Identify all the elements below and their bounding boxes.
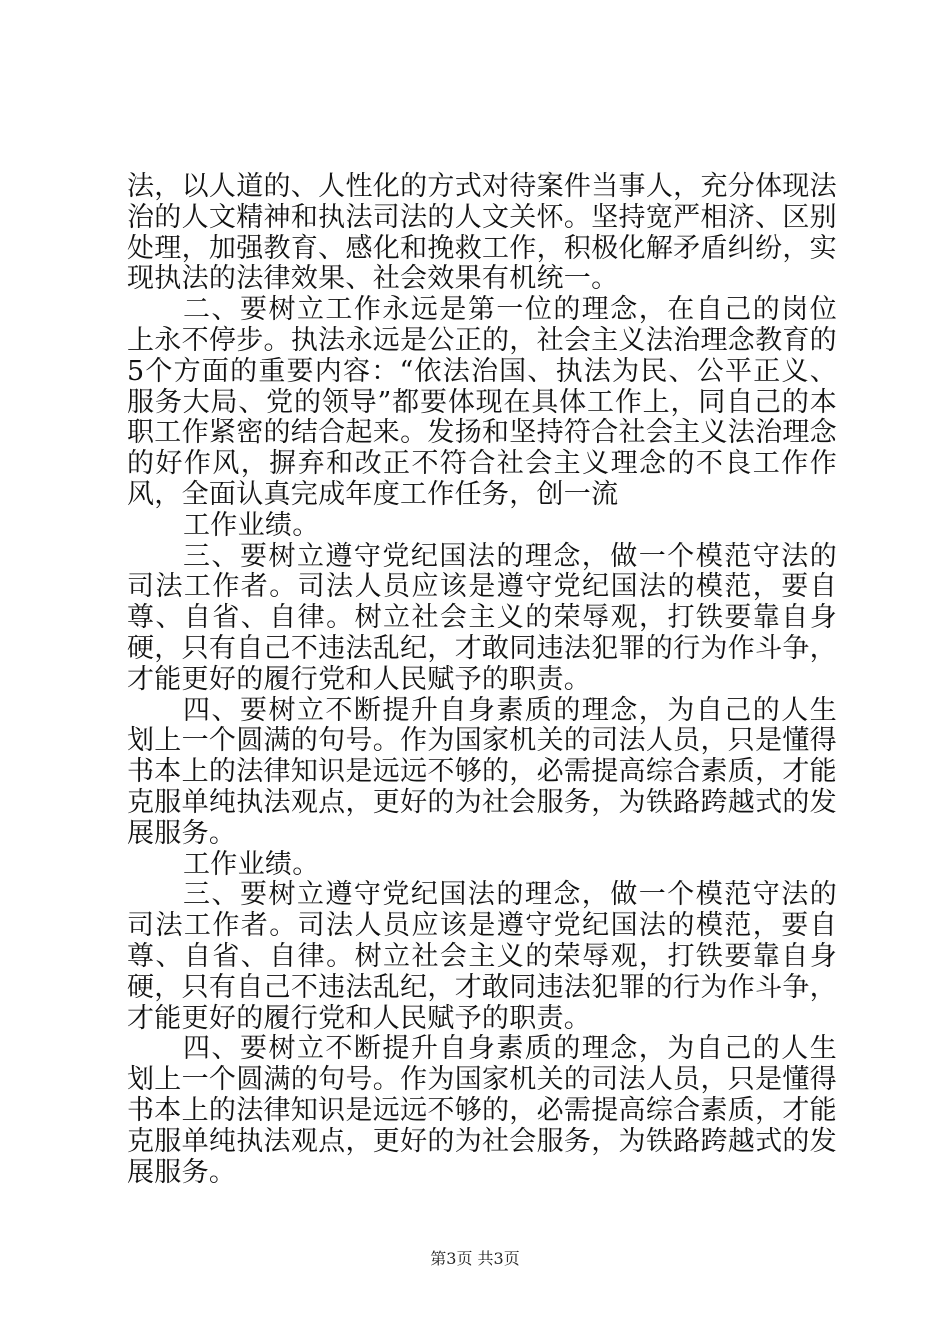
paragraph-1: 法，以人道的、人性化的方式对待案件当事人，充分体现法治的人文精神和执法司法的人文关怀。坚持宽严相济、区别处理，加强教育、感化和挽救工作，积极化解矛盾纠纷，实现执法的法律效果、社会效果有机统一。: [127, 171, 837, 295]
paragraph-5: 四、要树立不断提升自身素质的理念，为自己的人生划上一个圆满的句号。作为国家机关的司法人员，只是懂得书本上的法律知识是远远不够的，必需提高综合素质，才能克服单纯执法观点，更好的为社会服务，为铁路跨越式的发展服务。: [127, 694, 837, 849]
paragraph-6: 工作业绩。: [183, 848, 320, 880]
document-body: [127, 172, 837, 1188]
paragraph-8: 四、要树立不断提升自身素质的理念，为自己的人生划上一个圆满的句号。作为国家机关的司法人员，只是懂得书本上的法律知识是远远不够的，必需提高综合素质，才能克服单纯执法观点，更好的为社会服务，为铁路跨越式的发展服务。: [127, 1033, 837, 1188]
paragraph-3: 工作业绩。: [183, 509, 320, 541]
paragraph-4: 三、要树立遵守党纪国法的理念，做一个模范守法的司法工作者。司法人员应该是遵守党纪国法的模范，要自尊、自省、自律。树立社会主义的荣辱观，打铁要靠自身硬，只有自己不违法乱纪，才敢同违法犯罪的行为作斗争，才能更好的履行党和人民赋予的职责。: [127, 540, 837, 695]
page-footer: 第3页 共3页: [430, 1249, 520, 1268]
paragraph-2: 二、要树立工作永远是第一位的理念，在自己的岗位上永不停步。执法永远是公正的，社会主义法治理念教育的5个方面的重要内容：“依法治国、执法为民、公平正义、服务大局、党的领导”都要体现在具体工作上，同自己的本职工作紧密的结合起来。发扬和坚持符合社会主义法治理念的好作风，摒弃和改正不符合社会主义理念的不良工作作风，全面认真完成年度工作任务，创一流: [127, 294, 837, 510]
paragraph-7: 三、要树立遵守党纪国法的理念，做一个模范守法的司法工作者。司法人员应该是遵守党纪国法的模范，要自尊、自省、自律。树立社会主义的荣辱观，打铁要靠自身硬，只有自己不违法乱纪，才敢同违法犯罪的行为作斗争，才能更好的履行党和人民赋予的职责。: [127, 879, 837, 1034]
